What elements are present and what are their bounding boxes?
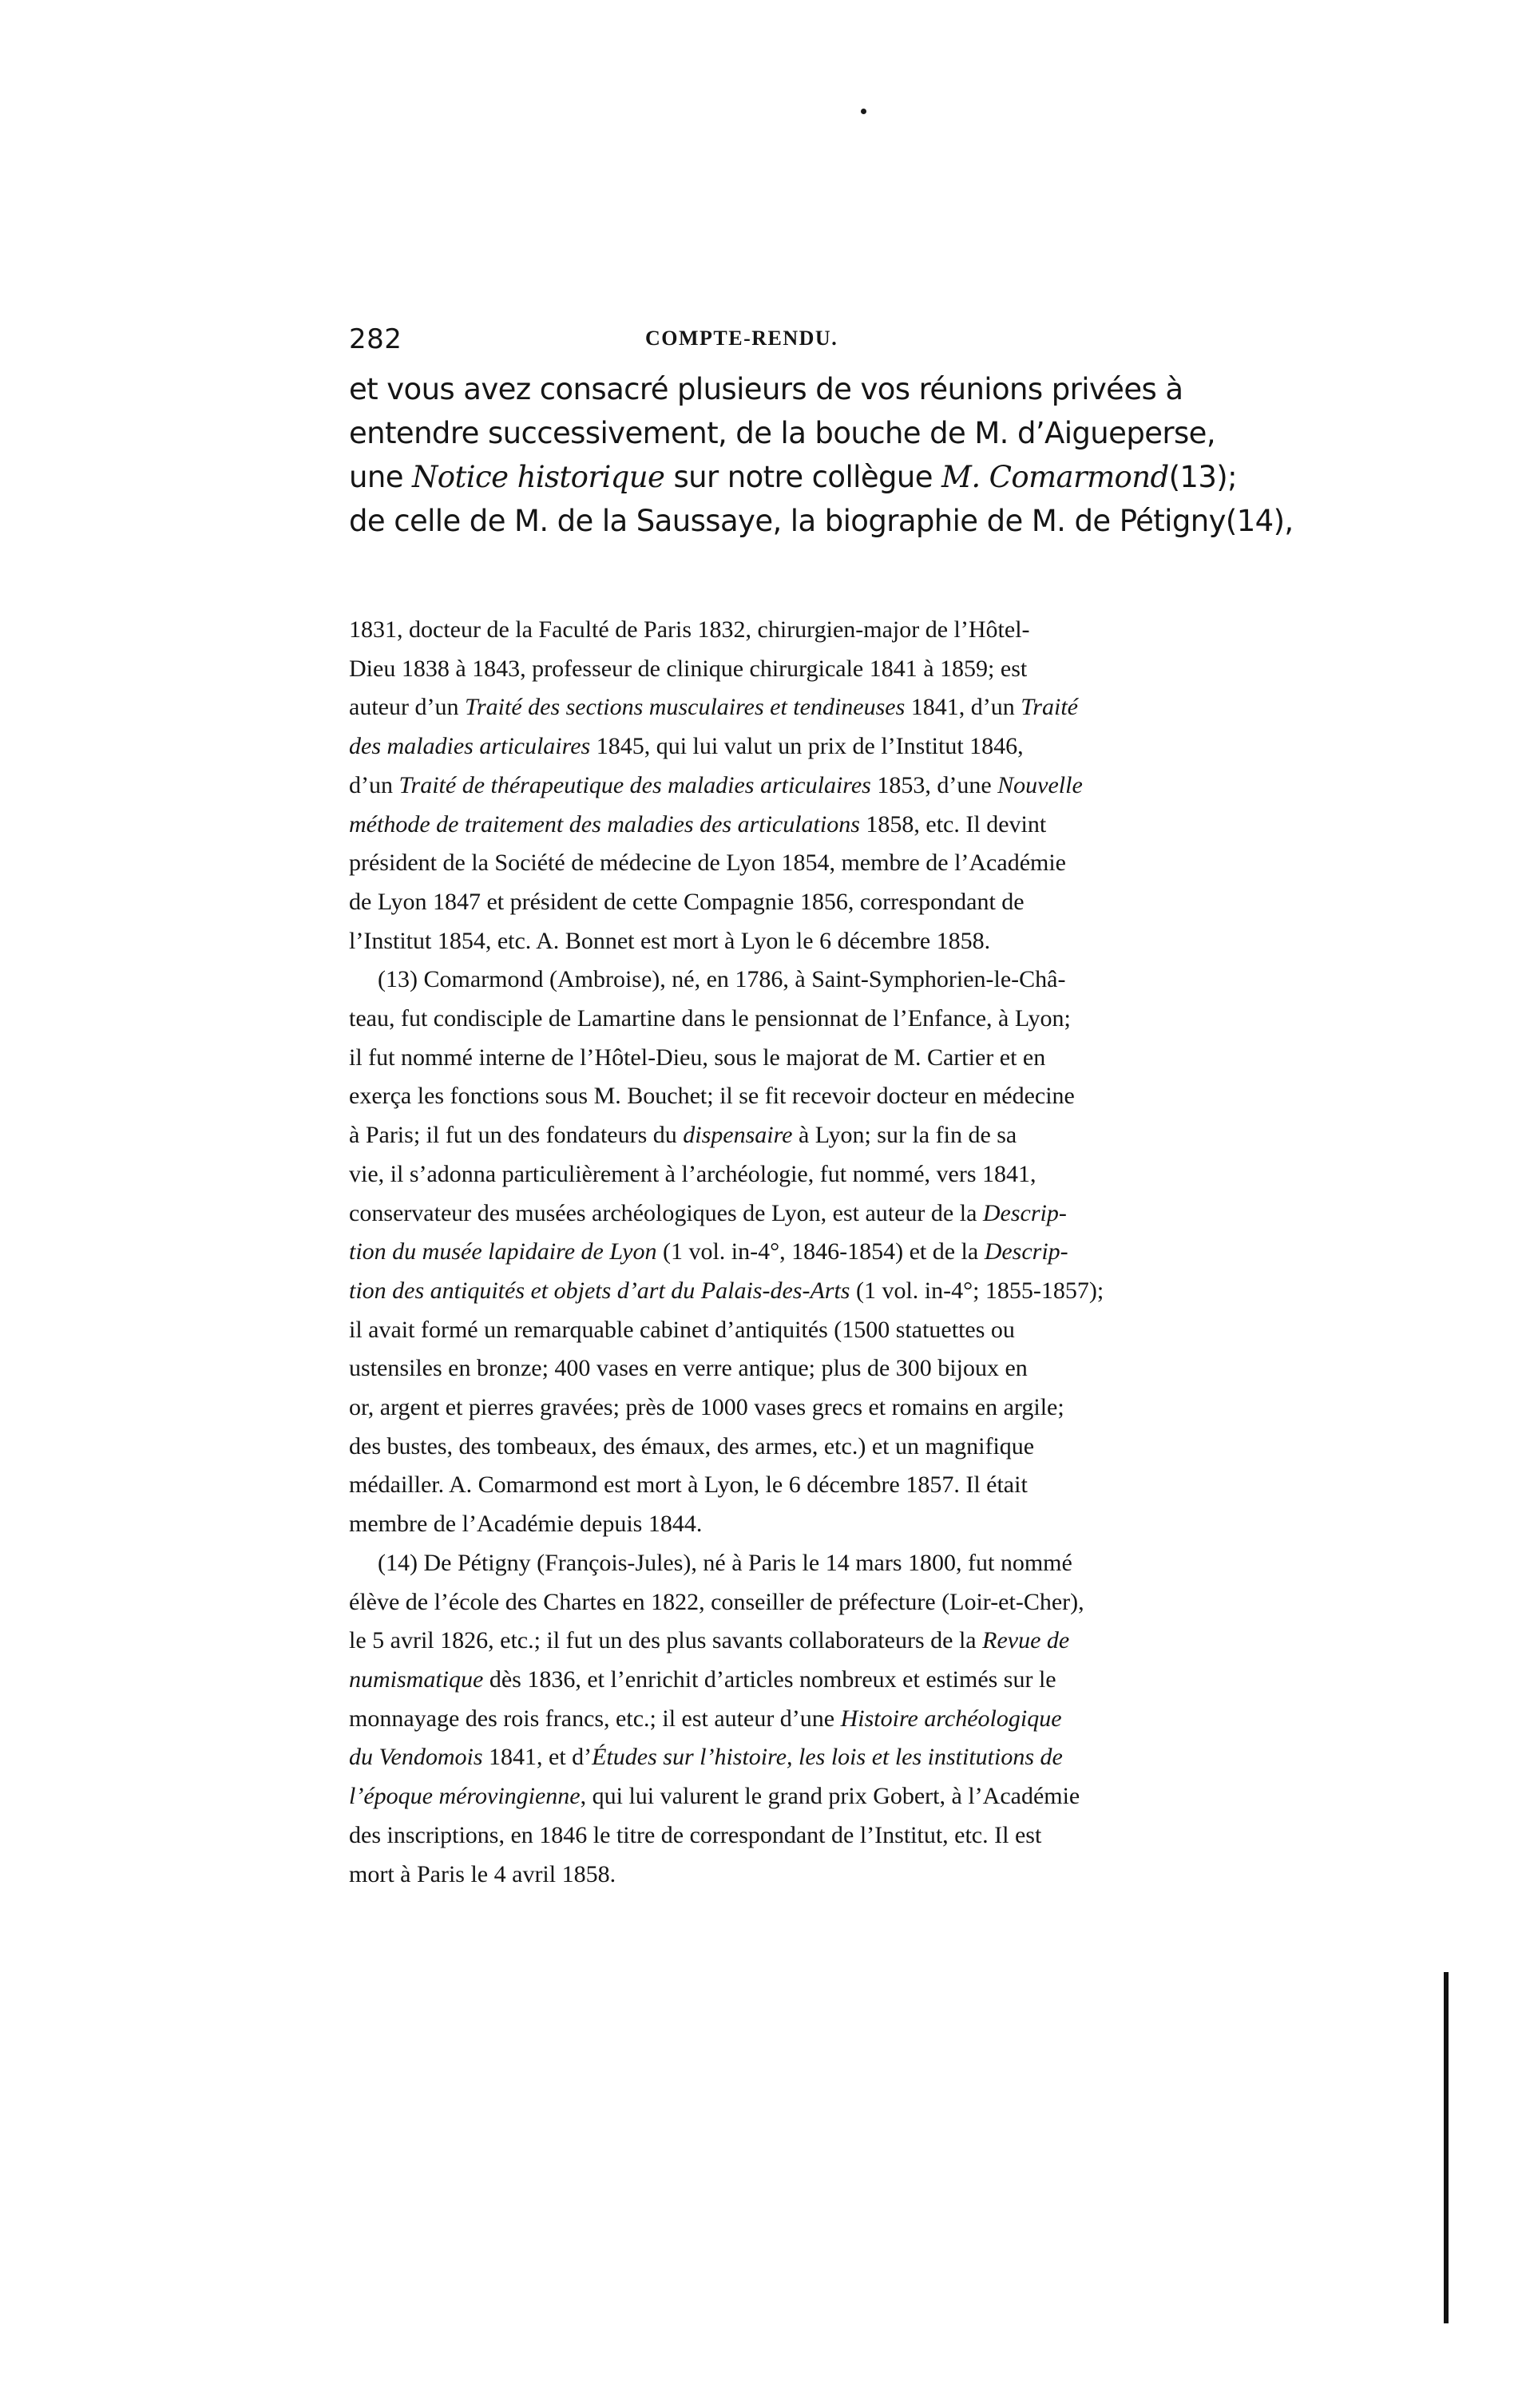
note-line: (14) De Pétigny (François-Jules), né à Paris le 14 mars 1800, fut nommé [378,1549,1072,1576]
text-run: le 5 avril 1826, etc.; il fut un des plus savants collaborateurs de la [349,1627,983,1654]
italic-title: Histoire archéologique [840,1705,1062,1732]
note-line [349,1700,1213,1739]
italic-title: tion des antiquités et objets d’art du Palais-des-Arts [349,1277,850,1304]
italic-title: Traité [1021,694,1078,721]
footnotes [349,611,1213,1894]
note-line [349,1116,1213,1155]
text-run: à Paris; il fut un des fondateurs du [349,1122,684,1149]
italic-title: Descrip- [984,1238,1068,1265]
note-line: or, argent et pierres gravées; près de 1000 vases grecs et romains en argile; [349,1394,1064,1421]
text-run: conservateur des musées archéologiques de Lyon, est auteur de la [349,1199,983,1226]
note-line: des inscriptions, en 1846 le titre de correspondant de l’Institut, etc. Il est [349,1821,1042,1848]
italic-word: dispensaire [683,1122,793,1149]
footnote-ref: (13); [1168,460,1237,494]
ink-speck [861,109,866,114]
text-run: auteur d’un [349,694,465,721]
note-line [349,766,1213,806]
text-run: à Lyon; sur la fin de sa [792,1122,1017,1149]
note-line: l’Institut 1854, etc. A. Bonnet est mort à Lyon le 6 décembre 1858. [349,927,991,954]
note-line [349,1738,1213,1777]
text-run: monnayage des rois francs, etc.; il est auteur d’une [349,1705,841,1732]
page-header [349,323,1227,363]
note-line: président de la Société de médecine de Lyon 1854, membre de l’Académie [349,850,1066,877]
note-line [349,1272,1213,1311]
italic-title: Traité de thérapeutique des maladies articulaires [398,771,871,798]
italic-title: Études sur l’histoire, les lois et les institutions de [592,1744,1063,1771]
italic-title: méthode de traitement des maladies des articulations [349,810,860,838]
text-run: (1 vol. in-4°, 1846-1854) et de la [656,1238,985,1265]
note-line: de Lyon 1847 et président de cette Compagnie 1856, correspondant de [349,888,1025,915]
footnote-13 [349,960,1213,1544]
italic-title: numismatique [349,1665,484,1693]
note-line [349,806,1213,845]
text-run: 1841, d’un [905,694,1021,721]
main-line: et vous avez consacré plusieurs de vos réunions privées à [349,372,1183,406]
italic-title: du Vendomois [349,1744,483,1771]
note-line [349,688,1213,727]
main-line: entendre successivement, de la bouche de M. d’Aigueperse, [349,416,1215,450]
main-line: de celle de M. de la Saussaye, la biographie de M. de Pétigny(14), [349,504,1294,538]
note-line: teau, fut condisciple de Lamartine dans le pensionnat de l’Enfance, à Lyon; [349,1005,1071,1032]
italic-title: Traité des sections musculaires et tendineuses [464,694,906,721]
text-run: d’un [349,771,399,798]
note-line [349,1233,1213,1272]
page-edge-bar [1444,1972,1449,2323]
text-run: 1841, et d’ [482,1744,593,1771]
italic-title: Descrip- [982,1199,1067,1226]
italic-title: des maladies articulaires [349,733,591,760]
note-line: (13) Comarmond (Ambroise), né, en 1786, à Saint-Symphorien-le-Châ- [378,966,1066,993]
note-line [349,1622,1213,1661]
note-line: mort à Paris le 4 avril 1858. [349,1860,616,1887]
text-run: une [349,460,413,494]
note-line: Dieu 1838 à 1843, professeur de clinique chirurgicale 1841 à 1859; est [349,655,1028,682]
italic-title: Nouvelle [997,771,1083,798]
text-run: 1853, d’une [870,771,998,798]
text-run: 1858, etc. Il devint [859,810,1047,838]
italic-title: l’époque mérovingienne [349,1783,581,1810]
italic-title: Revue de [982,1627,1070,1654]
italic-title: tion du musée lapidaire de Lyon [349,1238,657,1265]
note-line: médailler. A. Comarmond est mort à Lyon, le 6 décembre 1857. Il était [349,1471,1028,1499]
note-line: élève de l’école des Chartes en 1822, conseiller de préfecture (Loir-et-Cher), [349,1588,1084,1615]
main-text [349,367,1294,543]
page-number: 282 [349,323,402,355]
note-line: ustensiles en bronze; 400 vases en verre antique; plus de 300 bijoux en [349,1355,1028,1382]
text-run: , qui lui valurent le grand prix Gobert, à l’Académie [580,1783,1080,1810]
running-head: COMPTE-RENDU. [645,327,838,350]
note-line: il avait formé un remarquable cabinet d’antiquités (1500 statuettes ou [349,1316,1015,1343]
text-run: dès 1836, et l’enrichit d’articles nombreux et estimés sur le [483,1665,1056,1693]
footnote-12-continuation [349,611,1213,960]
footnote-14 [349,1544,1213,1894]
note-line: il fut nommé interne de l’Hôtel-Dieu, sous le majorat de M. Cartier et en [349,1044,1046,1071]
note-line: membre de l’Académie depuis 1844. [349,1511,703,1538]
note-line [349,1777,1213,1816]
italic-title: Notice historique [412,460,665,494]
text-run: (1 vol. in-4°; 1855-1857); [850,1277,1104,1304]
italic-name: M. Comarmond [941,460,1169,494]
note-line: exerça les fonctions sous M. Bouchet; il se fit recevoir docteur en médecine [349,1083,1075,1110]
note-line [349,1661,1213,1700]
note-line: des bustes, des tombeaux, des émaux, des armes, etc.) et un magnifique [349,1432,1035,1459]
note-line [349,1194,1213,1234]
main-line [349,455,1237,499]
text-run: sur notre collègue [664,460,942,494]
note-line: vie, il s’adonna particulièrement à l’archéologie, fut nommé, vers 1841, [349,1160,1036,1187]
text-run: 1845, qui lui valut un prix de l’Institut 1846, [590,733,1024,760]
note-line [349,727,1213,766]
note-line: 1831, docteur de la Faculté de Paris 1832, chirurgien-major de l’Hôtel- [349,616,1030,643]
